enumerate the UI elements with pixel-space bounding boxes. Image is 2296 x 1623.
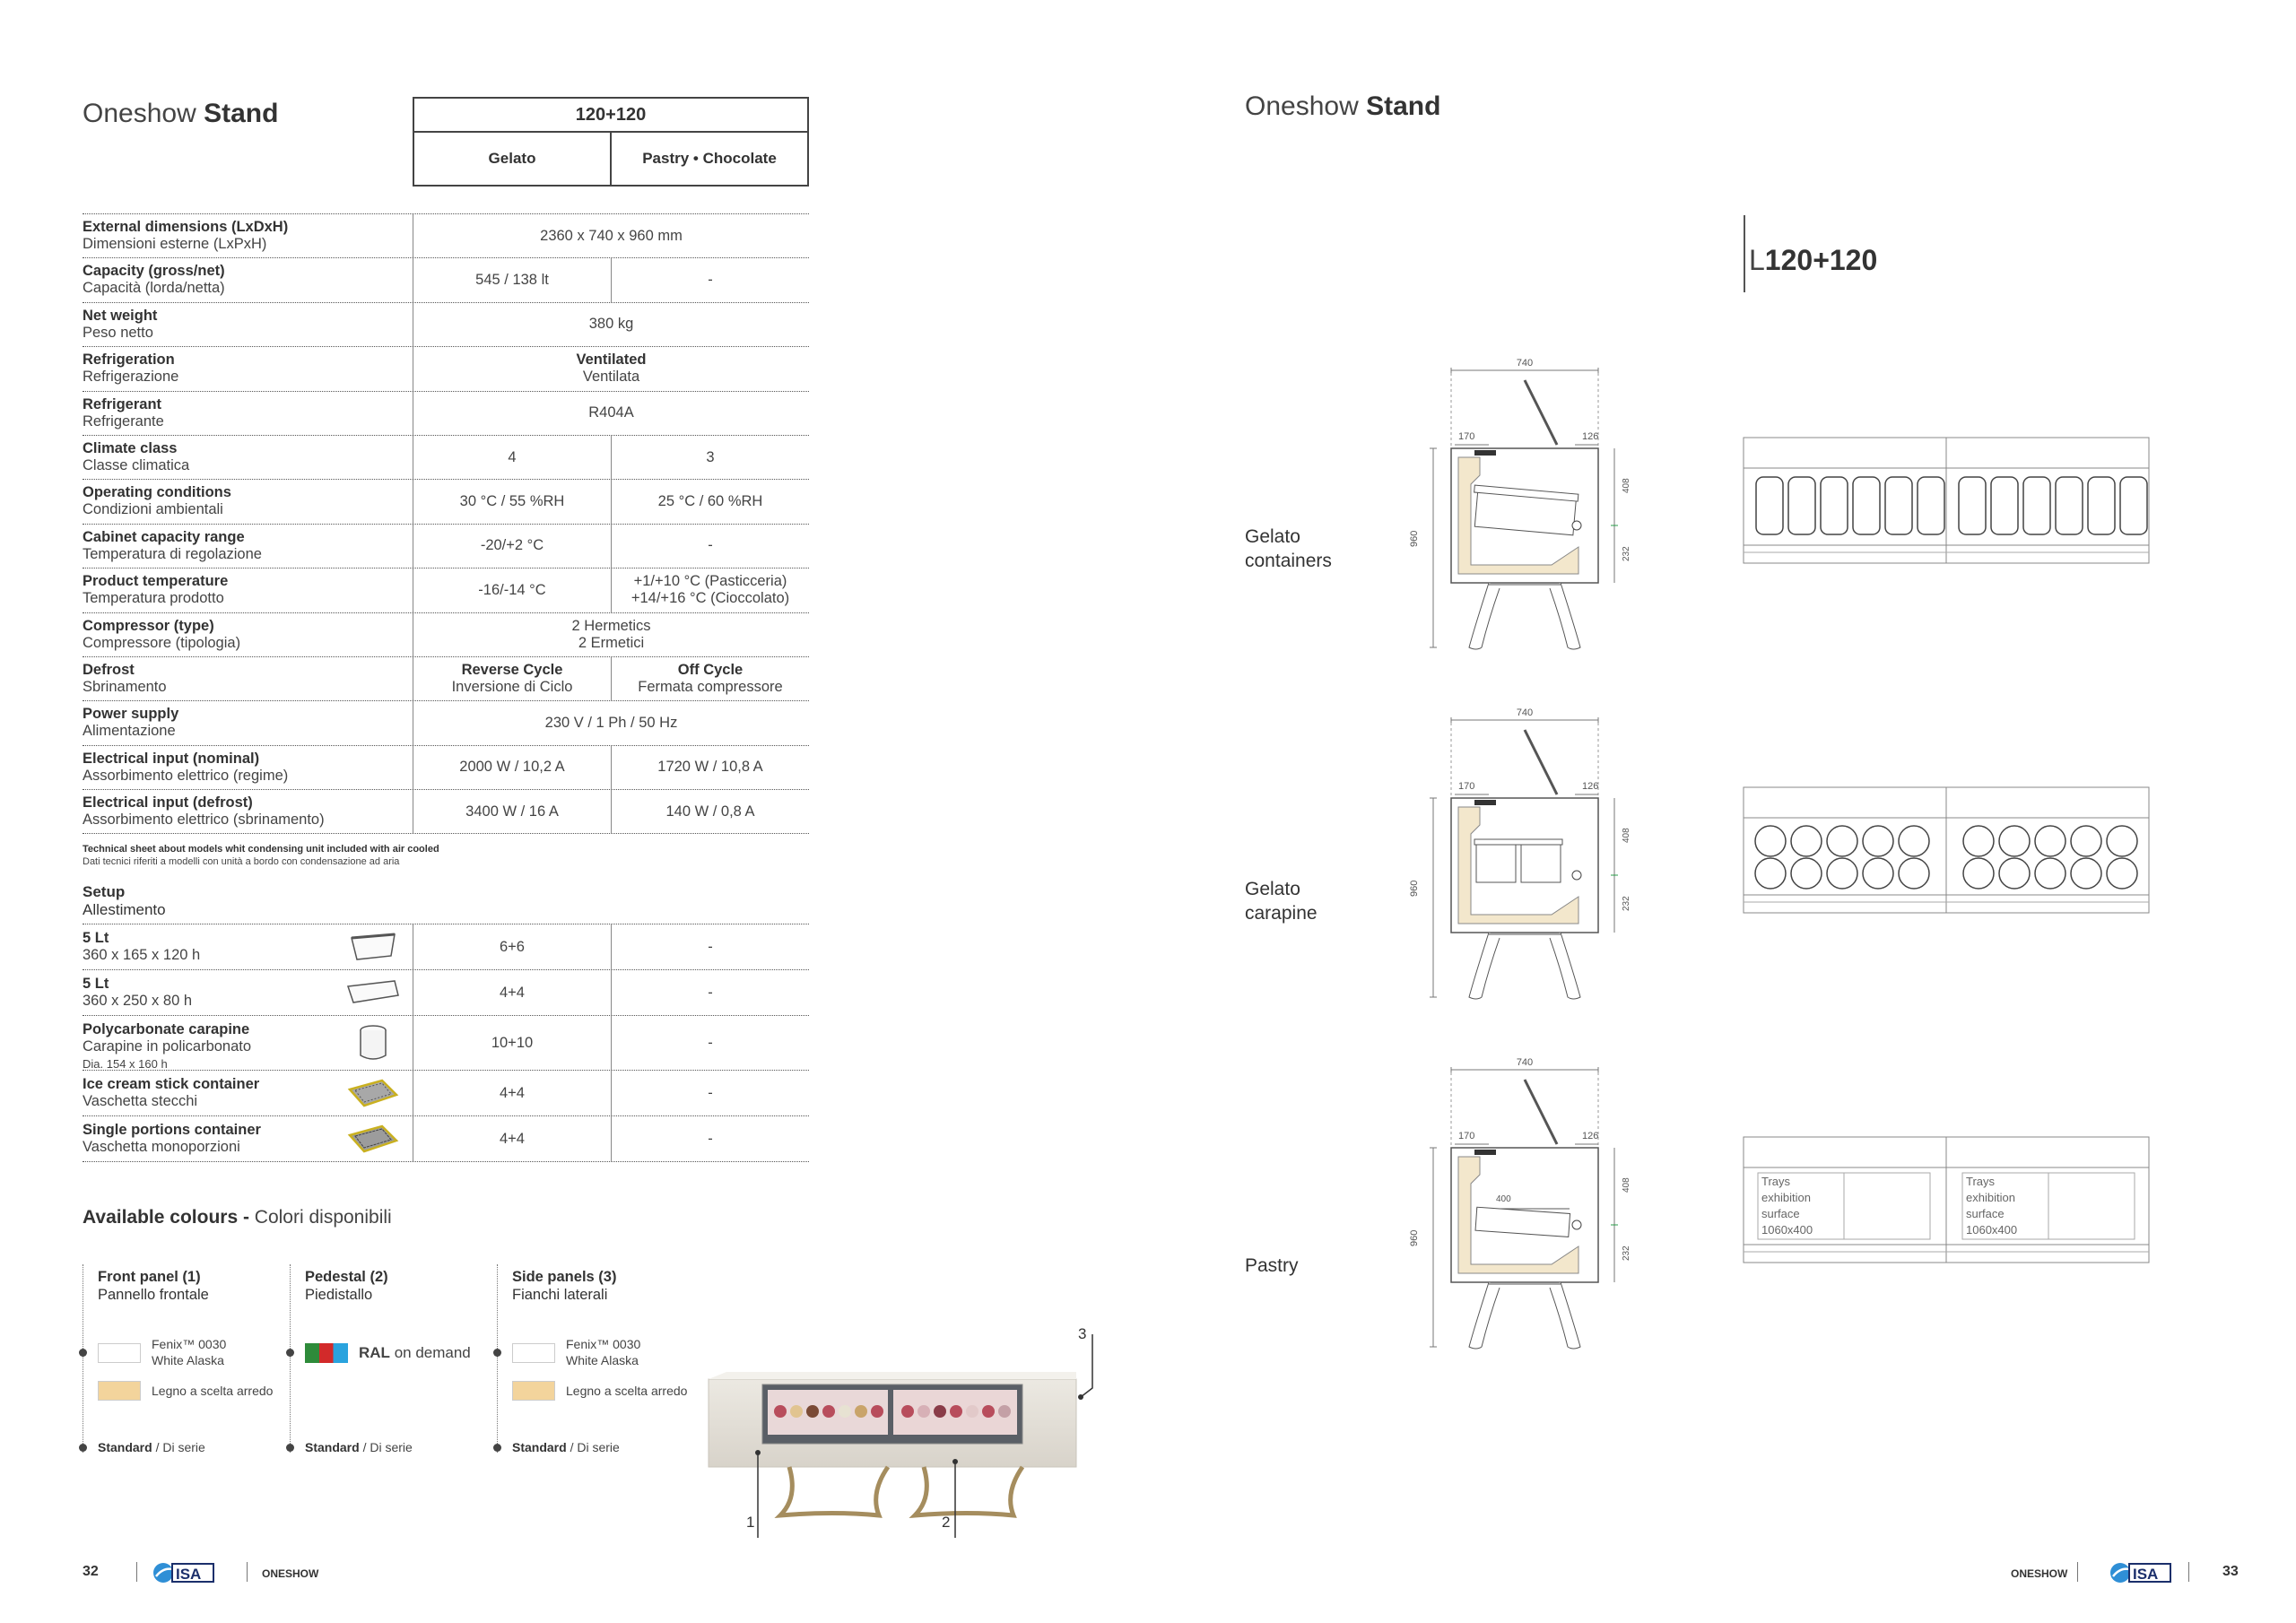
dim-right: 126 xyxy=(1582,781,1599,792)
dim-left: 170 xyxy=(1458,781,1475,792)
setup-value: - xyxy=(611,1116,809,1161)
column-gelato: Gelato xyxy=(414,133,612,185)
spec-label-it: Alimentazione xyxy=(83,723,176,740)
spec-table xyxy=(83,213,809,834)
swatch-white-alaska xyxy=(512,1343,555,1363)
drawing-label-pastry: Pastry xyxy=(1245,1255,1299,1276)
technical-note: Technical sheet about models whit condensing unit included with air cooled Dati tecnici riferiti a modelli con unità a bordo con condensazione ad aria xyxy=(83,844,439,867)
spec-value: 30 °C / 55 %RH xyxy=(459,493,565,510)
swatch-label: Fenix™ 0030 White Alaska xyxy=(566,1337,641,1367)
setup-sub2: Dia. 154 x 160 h xyxy=(83,1057,168,1071)
bullet-icon xyxy=(79,1349,87,1357)
carapine-icon xyxy=(334,1016,413,1070)
colours-title: Available colours - Colori disponibili xyxy=(83,1207,392,1228)
spec-value: 2360 x 740 x 960 mm xyxy=(540,227,683,244)
setup-label: 5 Lt xyxy=(83,930,109,946)
spec-value: -16/-14 °C xyxy=(478,581,546,598)
spec-label: Product temperature xyxy=(83,573,229,590)
dim-left: 170 xyxy=(1458,431,1475,442)
spec-label: Power supply xyxy=(83,706,179,723)
setup-value: 10+10 xyxy=(413,1016,611,1070)
setup-value: 4+4 xyxy=(413,970,611,1015)
spec-row xyxy=(83,436,809,480)
colour-group-front-panel: Front panel (1) Pannello frontale Fenix™ 0030 White Alaska Legno a scelta arredo Standard / Di serie xyxy=(83,1264,280,1453)
setup-value: - xyxy=(611,970,809,1015)
setup-sub: 360 x 250 x 80 h xyxy=(83,993,193,1009)
callout-3: 3 xyxy=(1078,1325,1087,1342)
spec-row xyxy=(83,568,809,612)
setup-sub: Vaschetta monoporzioni xyxy=(83,1139,240,1155)
swatch-white-alaska xyxy=(98,1343,141,1363)
tray-text: exhibition xyxy=(1966,1191,2015,1204)
colour-group-side-panels: Side panels (3) Fianchi laterali Fenix™ 0030 White Alaska Legno a scelta arredo Standard / Di serie xyxy=(497,1264,703,1453)
deep-pan-icon xyxy=(334,924,413,969)
setup-sub: Vaschetta stecchi xyxy=(83,1093,198,1109)
isa-logo-icon xyxy=(151,1560,217,1585)
model-divider xyxy=(1744,215,1745,292)
front-view-drawing xyxy=(1740,1133,2152,1268)
dim-right: 126 xyxy=(1582,431,1599,442)
bullet-icon xyxy=(286,1349,294,1357)
callout-2: 2 xyxy=(942,1514,951,1531)
spec-row xyxy=(83,214,809,258)
tray-text: surface xyxy=(1966,1207,2005,1220)
setup-value: - xyxy=(611,1071,809,1115)
spec-row xyxy=(83,525,809,568)
tray-text: exhibition xyxy=(1761,1191,1811,1204)
spec-value: Reverse Cycle Inversione di Ciclo xyxy=(451,662,573,696)
spec-value: 2000 W / 10,2 A xyxy=(459,759,565,776)
spec-value: 3 xyxy=(611,436,809,479)
spec-value: - xyxy=(611,258,809,301)
setup-row xyxy=(83,1071,809,1116)
spec-label: Refrigeration xyxy=(83,352,175,369)
brand-logo xyxy=(2108,1560,2174,1590)
spec-label: Operating conditions xyxy=(83,484,231,501)
spec-row xyxy=(83,613,809,657)
dim-right: 126 xyxy=(1582,1131,1599,1141)
column-pastry-chocolate: Pastry • Chocolate xyxy=(642,150,777,167)
tray-text: Trays xyxy=(1761,1175,1791,1188)
spec-value: Ventilated Ventilata xyxy=(576,352,647,386)
setup-value: 4+4 xyxy=(413,1116,611,1161)
setup-title: Setup Allestimento xyxy=(83,883,166,918)
spec-value: 140 W / 0,8 A xyxy=(611,790,809,833)
tray-text: Trays xyxy=(1966,1175,1996,1188)
tray-text: 1060x400 xyxy=(1761,1223,1813,1237)
swatch-label: Fenix™ 0030 White Alaska xyxy=(152,1337,227,1367)
dim-width: 740 xyxy=(1516,708,1534,718)
spec-row xyxy=(83,392,809,436)
spec-label-it: Classe climatica xyxy=(83,456,190,473)
spec-label-it: Compressore (tipologia) xyxy=(83,634,241,651)
divider xyxy=(247,1562,248,1582)
spec-label: Refrigerant xyxy=(83,395,162,412)
stick-tray-icon xyxy=(334,1071,413,1115)
page-title: Oneshow Stand xyxy=(1245,91,1441,121)
setup-label: Single portions container xyxy=(83,1122,261,1138)
spec-row xyxy=(83,303,809,347)
front-view-drawing xyxy=(1740,434,2152,568)
page-number: 33 xyxy=(2222,1564,2239,1579)
product-render xyxy=(700,1318,1112,1542)
spec-label-it: Assorbimento elettrico (sbrinamento) xyxy=(83,812,325,829)
bullet-icon xyxy=(79,1444,87,1452)
spec-label: Climate class xyxy=(83,439,178,456)
spec-label-it: Condizioni ambientali xyxy=(83,501,223,518)
setup-row xyxy=(83,970,809,1016)
dim-width: 740 xyxy=(1516,1058,1534,1068)
spec-label-it: Dimensioni esterne (LxPxH) xyxy=(83,236,267,252)
spec-label: Cabinet capacity range xyxy=(83,528,245,545)
spec-value: +1/+10 °C (Pasticceria) +14/+16 °C (Cioccolato) xyxy=(611,568,809,612)
spec-value: 545 / 138 lt xyxy=(475,272,549,289)
spec-value: 380 kg xyxy=(588,316,634,333)
bullet-icon xyxy=(493,1349,501,1357)
tray-text: 1060x400 xyxy=(1966,1223,2018,1237)
section-name: ONESHOW xyxy=(2011,1567,2068,1580)
model-header: 120+120 xyxy=(414,99,807,133)
model-title: L120+120 xyxy=(1749,244,1878,276)
shallow-pan-icon xyxy=(334,970,413,1015)
spec-value: -20/+2 °C xyxy=(480,537,544,554)
setup-value: 4+4 xyxy=(413,1071,611,1115)
spec-label: Compressor (type) xyxy=(83,617,214,634)
bullet-icon xyxy=(286,1444,294,1452)
spec-value: 3400 W / 16 A xyxy=(465,803,559,820)
brand-logo xyxy=(151,1560,217,1590)
setup-value: - xyxy=(611,924,809,969)
spec-label-it: Temperatura di regolazione xyxy=(83,545,262,562)
spec-value: 1720 W / 10,8 A xyxy=(611,746,809,789)
spec-label: Electrical input (nominal) xyxy=(83,750,260,767)
setup-value: - xyxy=(611,1016,809,1070)
page-title: Oneshow Stand xyxy=(83,99,279,128)
spec-label-it: Refrigerazione xyxy=(83,369,179,386)
section-name: ONESHOW xyxy=(262,1567,319,1580)
tray-text: surface xyxy=(1761,1207,1800,1220)
standard-label: Standard / Di serie xyxy=(512,1440,620,1454)
front-view-drawing xyxy=(1740,784,2152,918)
spec-label-it: Capacità (lorda/netta) xyxy=(83,280,225,297)
drawing-label-carapine: Gelato carapine xyxy=(1245,879,1318,924)
spec-label: Net weight xyxy=(83,307,158,324)
spec-label: External dimensions (LxDxH) xyxy=(83,219,289,235)
dim-lower: 232 xyxy=(1622,546,1631,561)
spec-row xyxy=(83,790,809,834)
swatch-wood xyxy=(512,1381,555,1401)
spec-value: - xyxy=(611,525,809,568)
colour-group-pedestal: Pedestal (2) Piedistallo RAL on demand Standard / Di serie xyxy=(290,1264,487,1453)
dim-inner: 400 xyxy=(1496,1194,1511,1204)
bullet-icon xyxy=(493,1444,501,1452)
spec-row xyxy=(83,258,809,302)
isa-logo-icon xyxy=(2108,1560,2174,1585)
dim-left: 170 xyxy=(1458,1131,1475,1141)
callout-1: 1 xyxy=(746,1514,755,1531)
dim-lower: 232 xyxy=(1622,1245,1631,1261)
dim-upper: 408 xyxy=(1622,478,1631,493)
page-number: 32 xyxy=(83,1564,99,1579)
spec-header xyxy=(413,97,809,187)
spec-label: Electrical input (defrost) xyxy=(83,794,253,812)
setup-row xyxy=(83,1016,809,1071)
setup-label: Polycarbonate carapine xyxy=(83,1021,250,1037)
spec-label-it: Temperatura prodotto xyxy=(83,590,224,607)
setup-label: Ice cream stick container xyxy=(83,1076,260,1092)
divider xyxy=(136,1562,137,1582)
spec-value: 25 °C / 60 %RH xyxy=(611,480,809,523)
dim-height: 960 xyxy=(1409,1229,1420,1246)
drawing-label-containers: Gelato containers xyxy=(1245,526,1332,571)
portion-tray-icon xyxy=(334,1116,413,1161)
spec-label: Capacity (gross/net) xyxy=(83,263,225,280)
side-section-drawing xyxy=(1399,1058,1650,1363)
setup-row xyxy=(83,924,809,970)
spec-label-it: Sbrinamento xyxy=(83,678,167,695)
spec-value: 2 Hermetics 2 Ermetici xyxy=(571,617,651,651)
setup-sub: 360 x 165 x 120 h xyxy=(83,947,201,963)
swatch-label: Legno a scelta arredo xyxy=(566,1384,688,1398)
brand-text: ISA xyxy=(2133,1566,2159,1583)
setup-table xyxy=(83,924,809,1162)
spec-value: R404A xyxy=(588,404,634,421)
spec-label: Defrost xyxy=(83,661,135,678)
swatch-wood xyxy=(98,1381,141,1401)
side-section-drawing xyxy=(1399,708,1650,1013)
dim-height: 960 xyxy=(1409,530,1420,547)
spec-value: Off Cycle Fermata compressore xyxy=(611,657,809,700)
dim-width: 740 xyxy=(1516,359,1534,369)
spec-label-it: Assorbimento elettrico (regime) xyxy=(83,767,289,784)
standard-label: Standard / Di serie xyxy=(305,1440,413,1454)
spec-row xyxy=(83,480,809,524)
setup-sub: Carapine in policarbonato xyxy=(83,1038,252,1055)
setup-row xyxy=(83,1116,809,1162)
swatch-ral xyxy=(305,1343,348,1363)
swatch-label: Legno a scelta arredo xyxy=(152,1384,274,1398)
spec-value: 230 V / 1 Ph / 50 Hz xyxy=(544,714,678,731)
standard-label: Standard / Di serie xyxy=(98,1440,205,1454)
spec-row xyxy=(83,657,809,701)
spec-row xyxy=(83,347,809,391)
dim-lower: 232 xyxy=(1622,896,1631,911)
divider xyxy=(2188,1562,2189,1582)
spec-label-it: Refrigerante xyxy=(83,412,164,430)
dim-upper: 408 xyxy=(1622,1177,1631,1193)
setup-label: 5 Lt xyxy=(83,976,109,992)
divider xyxy=(2077,1562,2078,1582)
spec-label-it: Peso netto xyxy=(83,324,153,341)
dim-height: 960 xyxy=(1409,880,1420,897)
spec-row xyxy=(83,746,809,790)
swatch-label: RAL on demand xyxy=(359,1344,471,1361)
spec-row xyxy=(83,701,809,745)
side-section-drawing xyxy=(1399,359,1650,664)
dim-upper: 408 xyxy=(1622,828,1631,843)
setup-value: 6+6 xyxy=(413,924,611,969)
brand-text: ISA xyxy=(176,1566,202,1583)
spec-value: 4 xyxy=(508,448,517,465)
